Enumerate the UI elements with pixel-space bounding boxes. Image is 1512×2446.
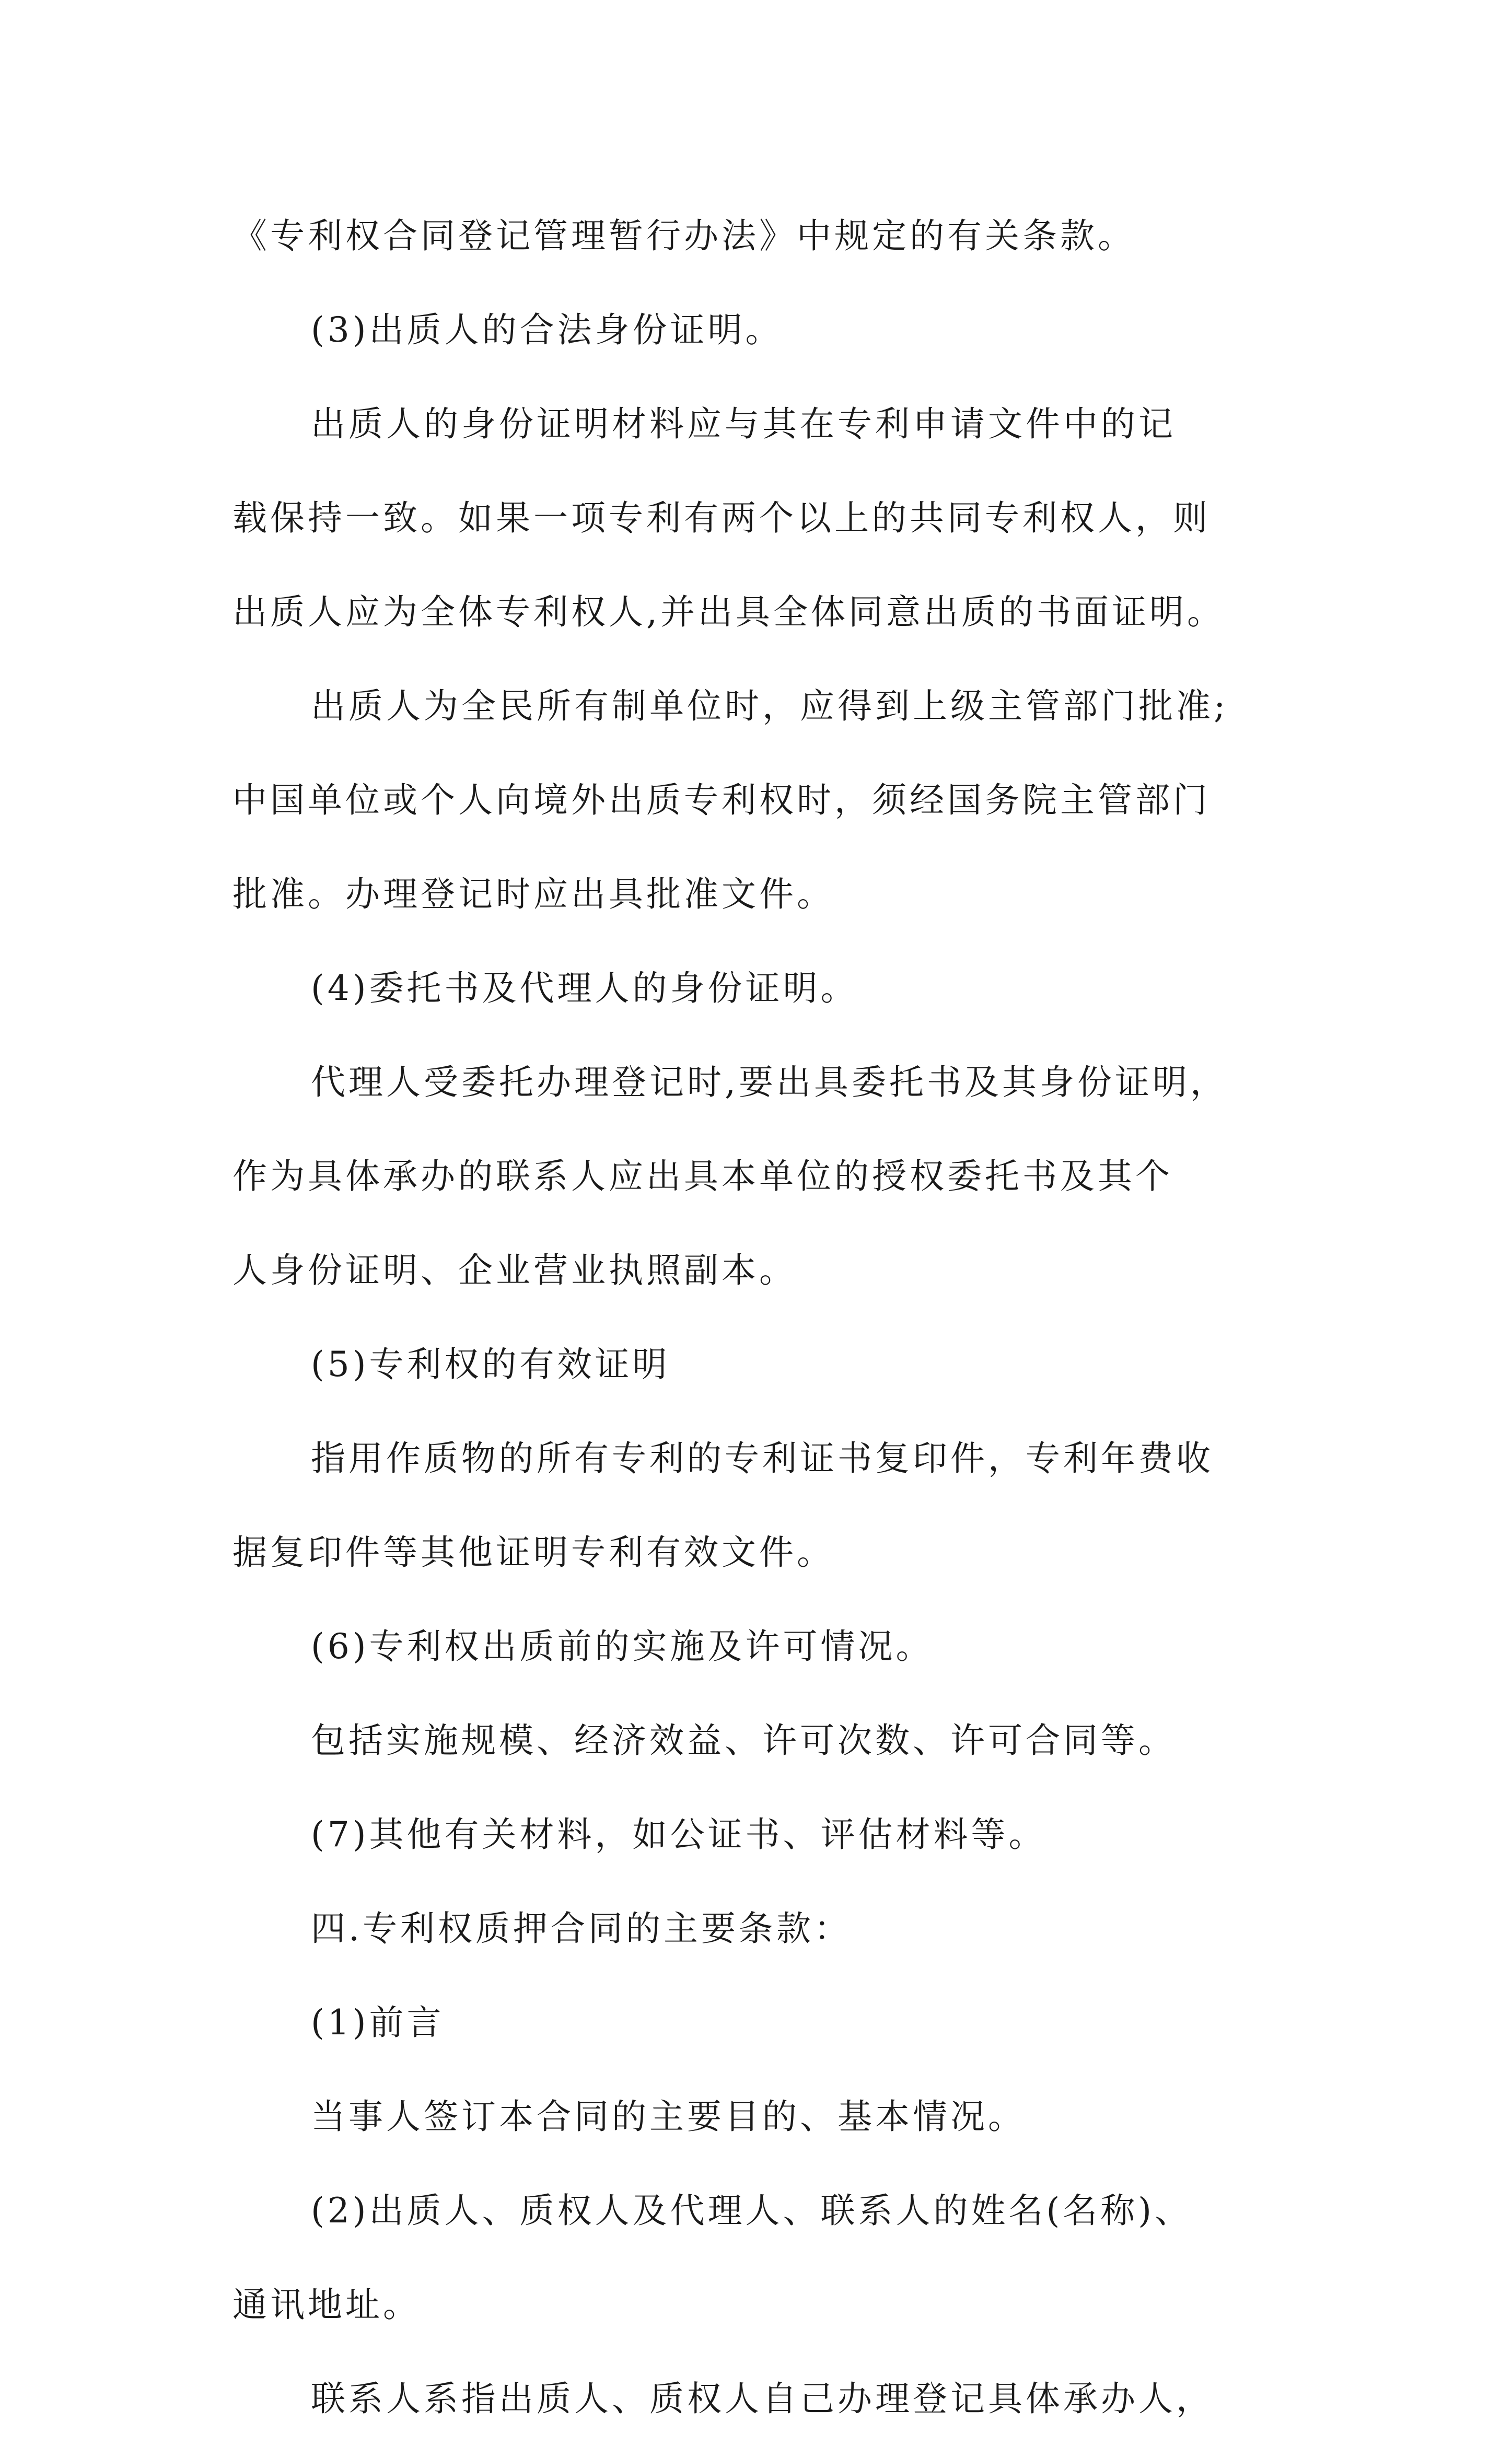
text-line: 出质人的身份证明材料应与其在专利申请文件中的记 xyxy=(311,404,1176,444)
text-line: 当事人签订本合同的主要目的、基本情况。 xyxy=(311,2096,1026,2137)
text-line: (5)专利权的有效证明 xyxy=(311,1344,670,1384)
text-line: 作为具体承办的联系人应出具本单位的授权委托书及其个 xyxy=(232,1156,1173,1196)
text-line: (2)出质人、质权人及代理人、联系人的姓名(名称)、 xyxy=(311,2191,1192,2231)
text-line: (6)专利权出质前的实施及许可情况。 xyxy=(311,1626,934,1667)
text-line: 代理人受委托办理登记时,要出具委托书及其身份证明， xyxy=(311,1062,1228,1102)
text-line: 指用作质物的所有专利的专利证书复印件，专利年费收 xyxy=(311,1438,1214,1478)
text-line: 通讯地址。 xyxy=(232,2285,421,2325)
text-line: (7)其他有关材料，如公证书、评估材料等。 xyxy=(311,1814,1046,1855)
text-line: 包括实施规模、经济效益、许可次数、许可合同等。 xyxy=(311,1720,1176,1761)
text-line: 联系人系指出质人、质权人自己办理登记具体承办人， xyxy=(311,2379,1214,2419)
text-line: 批准。办理登记时应出具批准文件。 xyxy=(232,874,834,914)
text-line: 人身份证明、企业营业执照副本。 xyxy=(232,1250,797,1290)
text-line: 载保持一致。如果一项专利有两个以上的共同专利权人，则 xyxy=(232,498,1211,538)
document-body xyxy=(232,189,1293,2446)
text-line: (1)前言 xyxy=(311,2002,445,2043)
text-line: 中国单位或个人向境外出质专利权时，须经国务院主管部门 xyxy=(232,780,1211,820)
text-line: 《专利权合同登记管理暂行办法》中规定的有关条款。 xyxy=(232,216,1135,256)
text-line: (4)委托书及代理人的身份证明。 xyxy=(311,968,858,1008)
text-line: (3)出质人的合法身份证明。 xyxy=(311,310,783,350)
text-line: 据复印件等其他证明专利有效文件。 xyxy=(232,1532,834,1573)
text-line: 出质人应为全体专利权人,并出具全体同意出质的书面证明。 xyxy=(232,592,1225,632)
text-line: 四.专利权质押合同的主要条款： xyxy=(311,1908,852,1949)
text-line: 出质人为全民所有制单位时，应得到上级主管部门批准; xyxy=(311,686,1229,726)
